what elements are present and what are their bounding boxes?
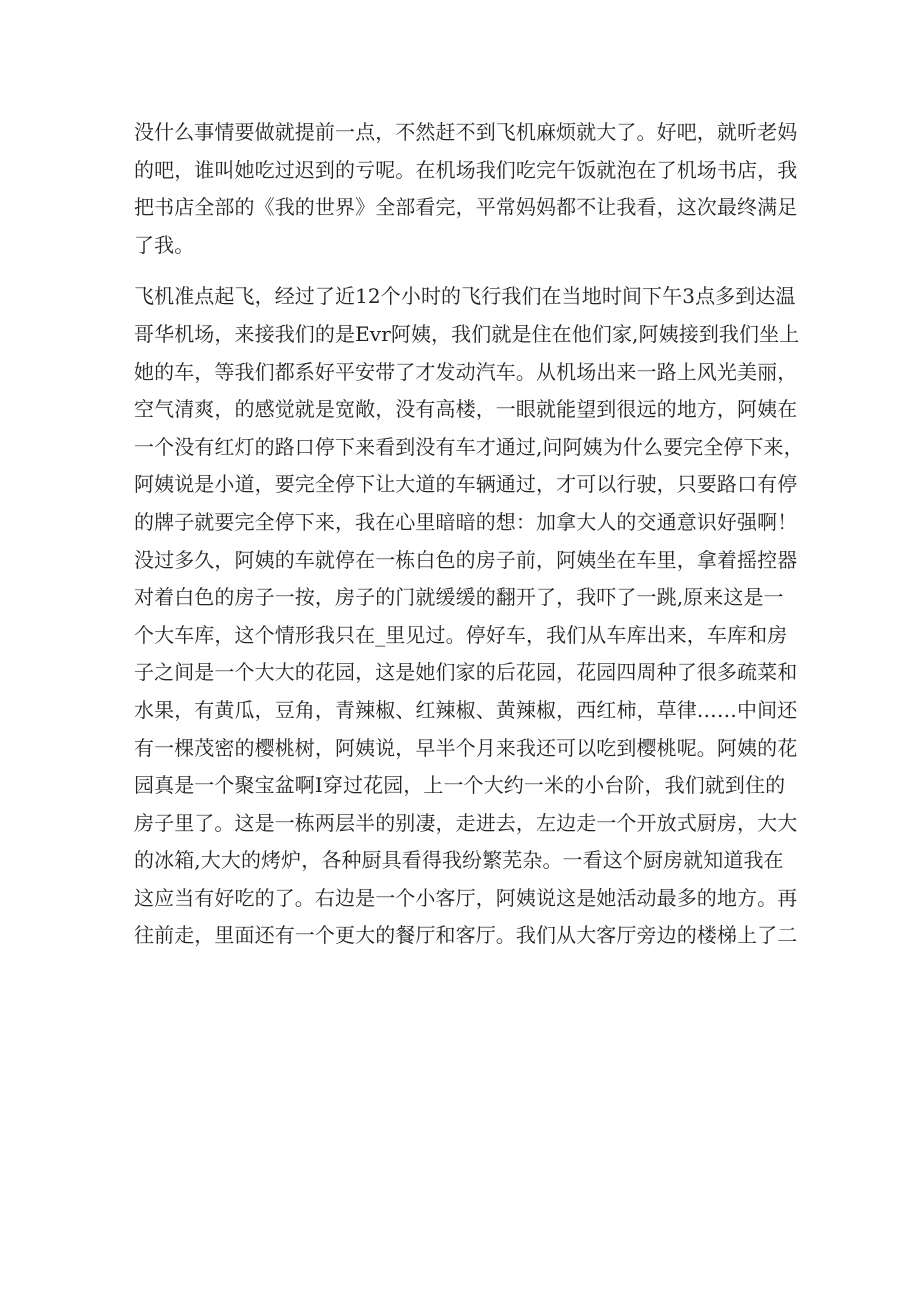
text-line: 把书店全部的《我的世界》全部看完，平常妈妈都不让我看，这次最终满足 <box>134 195 798 220</box>
text-line: 园真是一个聚宝盆啊I穿过花园，上一个大约一米的小台阶，我们就到住的 <box>134 773 786 798</box>
text-line: 个大车库，这个情形我只在_里见过。停好车，我们从车库出来，车库和房 <box>134 622 788 647</box>
text-line: 这应当有好吃的了。右边是一个小客厅，阿姨说这是她活动最多的地方。再 <box>134 885 798 910</box>
paragraph-spacer <box>134 264 794 278</box>
text-line: 的牌子就要完全停下来，我在心里暗暗的想：加拿大人的交通意识好强啊！ <box>134 509 798 534</box>
paragraph <box>134 114 798 264</box>
text-line: 的冰箱,大大的烤炉，各种厨具看得我纷繁芜杂。一看这个厨房就知道我在 <box>134 848 784 873</box>
text-line: 子之间是一个大大的花园，这是她们家的后花园，花园四周种了很多疏菜和 <box>134 660 798 685</box>
document-body <box>134 114 804 955</box>
text-line: 没什么事情要做就提前一点，不然赶不到飞机麻烦就大了。好吧，就听老妈 <box>134 120 798 144</box>
text-line: 一个没有红灯的路口停下来看到没有车才通过,问阿姨为什么要完全停下来， <box>134 434 804 459</box>
text-line: 房子里了。这是一栋两层半的别凄，走进去，左边走一个开放式厨房，大大 <box>134 810 798 835</box>
paragraph <box>134 278 804 955</box>
text-line: 水果，有黄瓜，豆角，青辣椒、红辣椒、黄辣椒，西红柿，草律……中间还 <box>134 697 798 722</box>
text-line: 飞机准点起飞，经过了近12个小时的飞行我们在当地时间下午3点多到达温 <box>134 284 796 309</box>
text-line: 了我。 <box>134 232 195 257</box>
text-line: 空气清爽，的感觉就是宽敞，没有高楼，一眼就能望到很远的地方，阿姨在 <box>134 397 798 422</box>
text-line: 对着白色的房子一按，房子的门就缓缓的翻开了，我吓了一跳,原来这是一 <box>134 585 784 610</box>
text-line: 阿姨说是小道，要完全停下让大道的车辆通过，才可以行驶，只要路口有停 <box>134 472 798 497</box>
text-line: 她的车，等我们都系好平安带了才发动汽车。从机场出来一路上风光美丽， <box>134 359 798 384</box>
text-line: 有一棵茂密的樱桃树，阿姨说，早半个月来我还可以吃到樱桃呢。阿姨的花 <box>134 735 798 760</box>
text-line: 往前走，里面还有一个更大的餐厅和客厅。我们从大客厅旁边的楼梯上了二 <box>134 923 798 948</box>
text-line: 的吧，谁叫她吃过迟到的亏呢。在机场我们吃完午饭就泡在了机场书店，我 <box>134 157 798 182</box>
text-line: 没过多久，阿姨的车就停在一栋白色的房子前，阿姨坐在车里，拿着摇控器 <box>134 547 798 572</box>
text-line: 哥华机场，来接我们的是Evr阿姨，我们就是住在他们家,阿姨接到我们坐上 <box>134 321 800 346</box>
